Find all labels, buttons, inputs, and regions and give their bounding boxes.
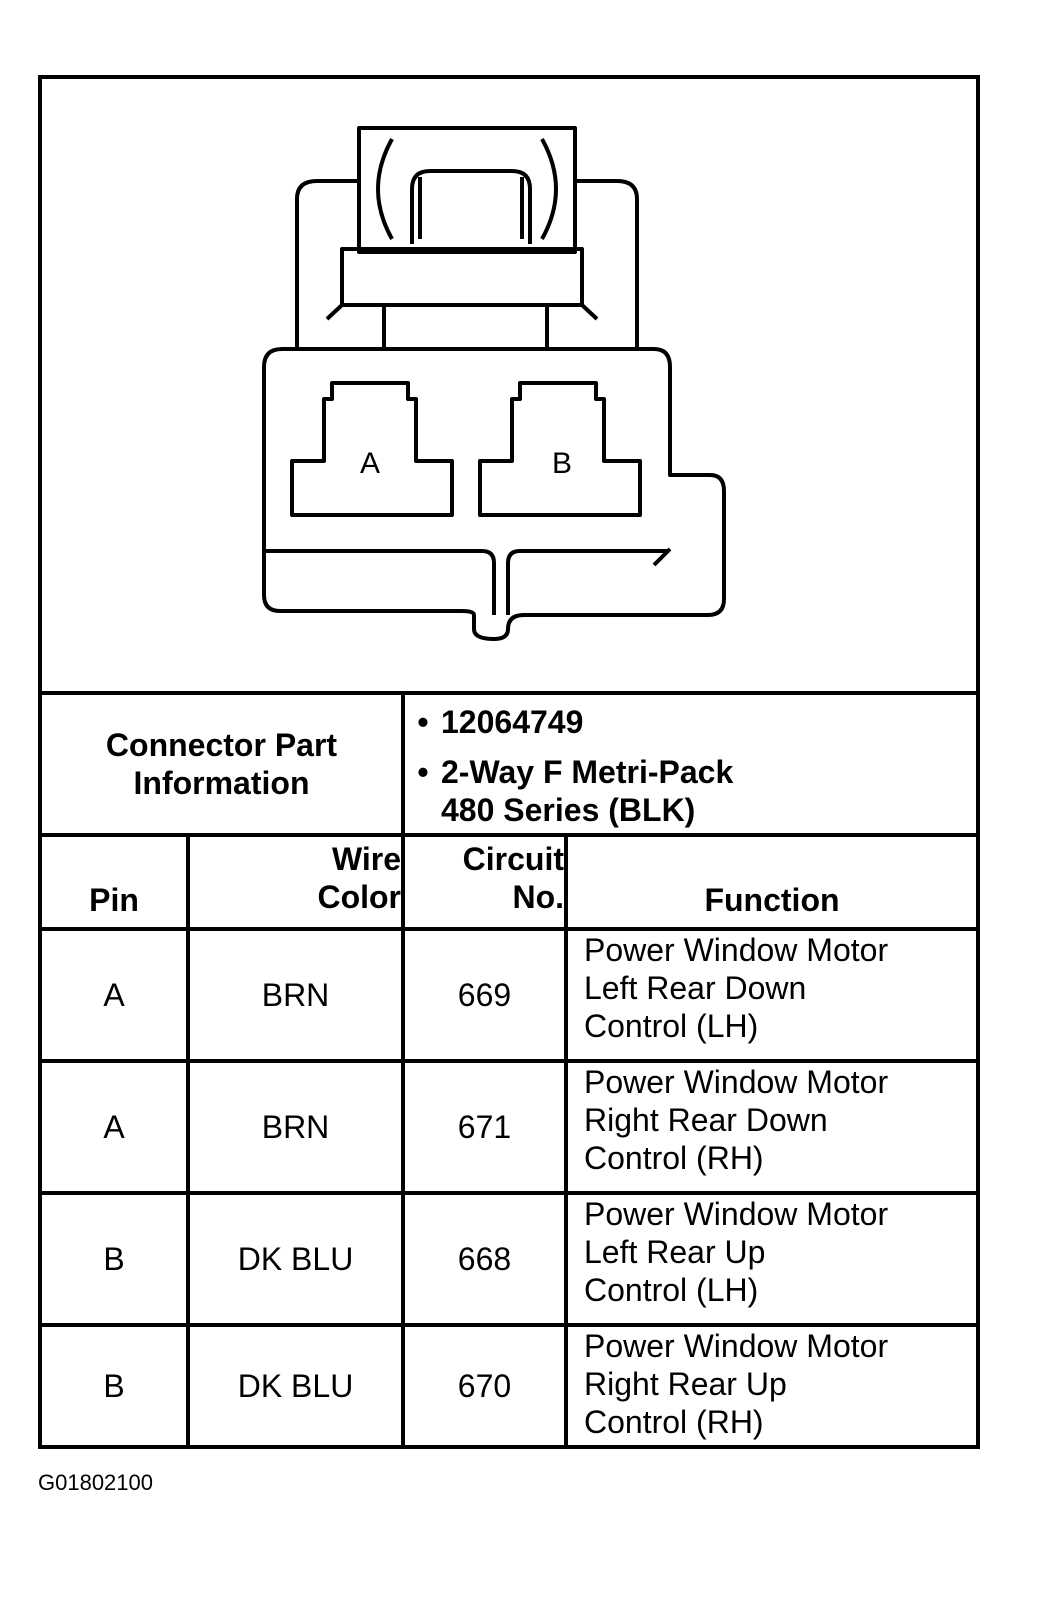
row4-wire-color: DK BLU [237,1368,354,1404]
latch-tab [412,171,530,244]
row3-wire-color: DK BLU [237,1241,354,1277]
part-type-line1: 2-Way F Metri-Pack [441,754,734,790]
part-info-values [405,697,976,837]
header-circuit: Circuit No. [462,841,564,915]
header-wire-color: Wire Color [317,841,401,915]
row2-circuit: 671 [457,1109,512,1145]
row4-function: Power Window Motor Right Rear Up Control (RH) [584,1328,889,1440]
cavity-b-label: B [551,447,573,480]
part-info-label-line1: Connector Part [105,727,338,763]
connector-sheet [38,75,980,1449]
row1-circuit: 669 [457,977,512,1013]
part-type-line2: 480 Series (BLK) [441,792,696,828]
header-pin: Pin [89,882,139,918]
row4-pin: B [103,1368,125,1404]
bullet-icon: • [417,704,429,740]
part-type-row [405,753,976,829]
figure-id: G01802100 [38,1470,153,1495]
row3-pin: B [103,1241,125,1277]
cavity-a-label: A [359,447,381,480]
row1-pin: A [103,977,125,1013]
row2-pin: A [103,1109,125,1145]
row2-function: Power Window Motor Right Rear Down Control (RH) [584,1064,889,1176]
row2-wire-color: BRN [261,1109,330,1145]
row1-function: Power Window Motor Left Rear Down Control (LH) [584,932,889,1044]
latch-frame [359,128,575,252]
bullet-icon: • [417,754,429,790]
part-info-label [42,695,401,833]
part-number: 12064749 [441,704,584,740]
row1-wire-color: BRN [261,977,330,1013]
header-function: Function [704,882,840,918]
row3-function: Power Window Motor Left Rear Up Control (LH) [584,1196,889,1308]
part-info-label-line2: Information [133,765,310,801]
connector-diagram [42,79,976,691]
row3-circuit: 668 [457,1241,512,1277]
upper-housing [297,181,637,349]
part-number-row [405,703,976,741]
row4-circuit: 670 [457,1368,512,1404]
lock-collar [342,249,582,305]
